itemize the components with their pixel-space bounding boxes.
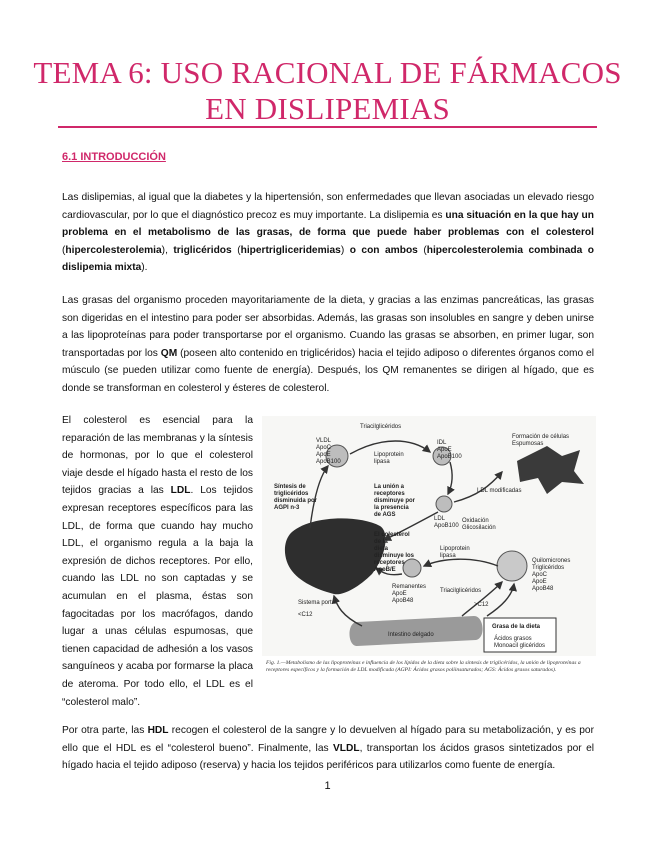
text-span: , transportan los ácidos grasos sintetizados por el hígado hacia el tejido adiposo (reserva) y hacia los tejidos periféricos para utilizarlos como fuente de energía. (62, 742, 594, 772)
bold-span: una situación en la que hay un problema en el metabolismo de las grasas, de forma que puede haber problemas con el colesterol (62, 209, 594, 239)
figure-label: Síntesis de triglicéridos disminuida por AGPI n-3 (274, 484, 318, 511)
text-span: ) (340, 244, 350, 256)
figure-caption: Fig. 1.—Metabolismo de las lipoproteínas e influencia de los lípidos de la dieta sobre la síntesis de triglicéridos, la unión de lipoproteínas a receptores específicos y la formación de LDL modificada (AGPI: Ácidos grasos poliinsaturados; AGS: Ácidos grasos saturados). (266, 660, 581, 673)
paragraph-grasas (62, 292, 594, 398)
text-span: ( (62, 244, 66, 256)
text-span: recogen el colesterol de la sangre y lo devuelven al hígado para su metabolización, y es por ello que el HDL es el “colesterol bueno”. Finalmente, las (62, 725, 594, 754)
figure-label: Ácidos grasos Monoacil glicéridos (494, 636, 546, 649)
figure-label: Formación de células Espumosas (512, 434, 570, 447)
title-line-1: TEMA 6: USO RACIONAL DE FÁRMACOS (33, 55, 622, 90)
figure-caption-wrapper (266, 660, 592, 694)
figure-label: Sistema portal (298, 600, 337, 606)
paragraph-dislipemias (62, 189, 594, 277)
figure-label: LDL modificadas (477, 488, 522, 494)
figure-label: Triacilglicéridos (360, 424, 402, 430)
bold-span: hipercolesterolemia (65, 244, 162, 256)
figure-label: >C12 (474, 602, 489, 608)
text-span: . Los tejidos expresan receptores específicos para las LDL, de forma que cuando hay mucho LDL, el organismo regula a la baja la expresión de dichos receptores. Por ello, cuando las LDL no son captadas y se acumulan en el plasma, éstas son fagocitadas por los macrófagos, dando lugar a unas células espumosas, que tienen capacidad de adhesión a los vasos sanguíneos y acaba por formarse la placa de ateroma. Por todo ello, el LDL es el “colesterol malo”. (62, 485, 253, 708)
text-span: ( (231, 244, 241, 256)
figure-label: Triacilglicéridos (440, 588, 482, 594)
figure-label: Intestino delgado (388, 632, 434, 638)
page-number: 1 (324, 780, 331, 792)
figure-label: Oxidación Glicosilación (462, 518, 496, 531)
text-span: El colesterol es esencial para la reparación de las membranas y la síntesis de hormonas, por lo que el colesterol viaje desde el hígado hasta el resto de los tejidos gracias a las (62, 415, 253, 497)
paragraph-colesterol (62, 412, 253, 711)
section-heading: 6.1 INTRODUCCIÓN (62, 151, 166, 163)
bold-span: VLDL (332, 742, 360, 754)
quilomicron-particle (497, 551, 527, 581)
text-span: ). (141, 262, 148, 274)
figure-label: Lipoprotein lipasa (440, 546, 470, 559)
title-divider (58, 126, 597, 128)
title-line-2: EN DISLIPEMIAS (205, 91, 450, 126)
text-span: ), (161, 244, 174, 256)
bold-span: hipertrigliceridemias (240, 244, 341, 256)
bold-span: QM (160, 347, 178, 359)
figure-label: LDL ApoB100 (434, 516, 459, 529)
figure-label: El colesterol de la dieta disminuye los receptores ApoB/E (374, 532, 415, 573)
figure-label: Grasa de la dieta (492, 624, 541, 630)
figure-label: Lipoprotein lipasa (374, 452, 404, 465)
ldl-particle (436, 496, 452, 512)
page-title (30, 55, 625, 127)
text-span: Las dislipemias, al igual que la diabetes y la hipertensión, son enfermedades que llevan asociadas un elevado riesgo cardiovascular, por lo que el diagnóstico precoz es muy importante. La dislipemia es (62, 192, 594, 221)
figure-label: La unión a receptores disminuye por la presencia de AGS (374, 484, 416, 518)
remanentes-particle (403, 559, 421, 577)
bold-span: LDL (170, 485, 191, 497)
paragraph-hdl-vldl (62, 722, 594, 775)
figure-label: VLDL ApoC ApoE ApoB100 (316, 438, 341, 465)
text-span: Por otra parte, las (62, 725, 148, 736)
figure-label: IDL ApoE ApoB100 (437, 440, 462, 460)
bold-span: HDL (147, 725, 169, 736)
bold-span: triglicéridos (173, 244, 232, 256)
text-span: (poseen alto contenido en triglicéridos) hacia el tejido adiposo o diferentes órganos como el músculo (se pueden utilizar como fuente de energía). Después, los QM remanentes se dirigen al hígado, que es donde se transforman en colesterol y ésteres de colesterol. (62, 347, 594, 394)
text-span: ( (417, 244, 427, 256)
bold-span: o con ambos (349, 244, 418, 256)
bold-span: hipercolesterolemia combinada o dislipemia mixta (62, 244, 594, 274)
text-span: Las grasas del organismo proceden mayoritariamente de la dieta, y gracias a las enzimas pancreáticas, las grasas son digeridas en el intestino para poder ser absorbidas. Además, las grasas son insolubles en sangre y deben unirse a las lipoproteínas para poder transportarse por el organismo. Cuando las grasas se absorben, en primer lugar, son transportadas por los (62, 295, 594, 359)
figure-label: <C12 (298, 612, 313, 618)
lipoprotein-metabolism-figure (262, 416, 596, 694)
figure-label: Quilomicrones Triglicéridos ApoC ApoE ApoB48 (532, 558, 571, 592)
figure-label: Remanentes ApoE ApoB48 (392, 584, 427, 604)
